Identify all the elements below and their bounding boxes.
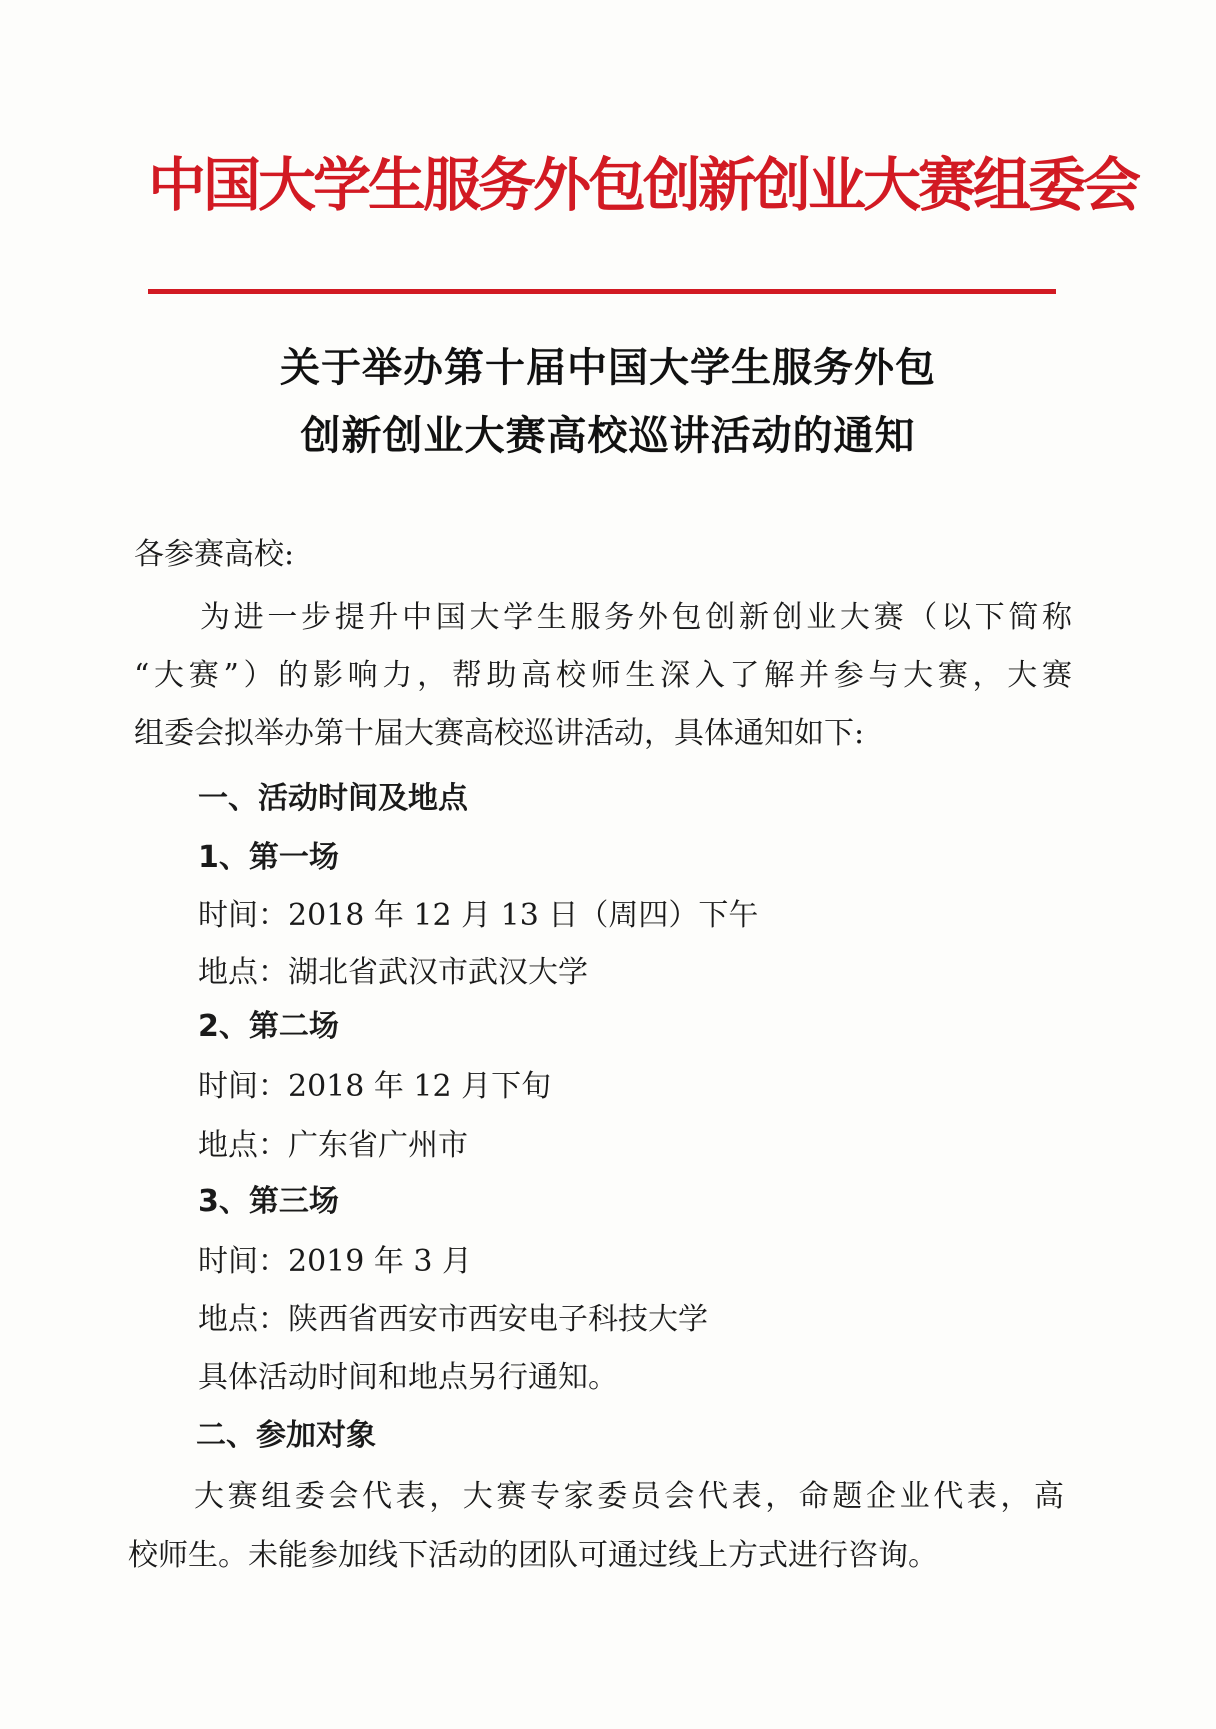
session-3-time: 时间：2019 年 3 月 [198, 1244, 473, 1279]
schedule-note: 具体活动时间和地点另行通知。 [198, 1360, 618, 1395]
section-2-body-line-2: 校师生。未能参加线下活动的团队可通过线上方式进行咨询。 [128, 1538, 938, 1573]
session-3-heading: 3、第三场 [198, 1184, 339, 1219]
red-divider [148, 289, 1056, 294]
section-1-heading: 一、活动时间及地点 [198, 781, 468, 816]
session-1-place: 地点：湖北省武汉市武汉大学 [198, 955, 588, 990]
intro-line-2: “大赛”）的影响力，帮助高校师生深入了解并参与大赛，大赛 [134, 658, 1072, 693]
salutation: 各参赛高校: [134, 537, 295, 572]
session-2-time: 时间：2018 年 12 月下旬 [198, 1069, 552, 1104]
notice-title-line-1: 关于举办第十届中国大学生服务外包 [280, 345, 936, 391]
intro-line-3: 组委会拟举办第十届大赛高校巡讲活动，具体通知如下: [134, 716, 865, 751]
session-1-heading: 1、第一场 [198, 840, 339, 875]
session-2-heading: 2、第二场 [198, 1009, 339, 1044]
session-1-time: 时间：2018 年 12 月 13 日（周四）下午 [198, 898, 759, 933]
section-2-body-line-1: 大赛组委会代表，大赛专家委员会代表，命题企业代表，高 [194, 1479, 1064, 1514]
session-3-place: 地点：陕西省西安市西安电子科技大学 [198, 1302, 708, 1337]
intro-line-1: 为进一步提升中国大学生服务外包创新创业大赛（以下简称 [200, 600, 1072, 635]
organization-header: 中国大学生服务外包创新创业大赛组委会 [148, 151, 1139, 219]
section-2-heading: 二、参加对象 [196, 1418, 376, 1453]
session-2-place: 地点：广东省广州市 [198, 1128, 468, 1163]
notice-title-line-2: 创新创业大赛高校巡讲活动的通知 [300, 413, 916, 459]
